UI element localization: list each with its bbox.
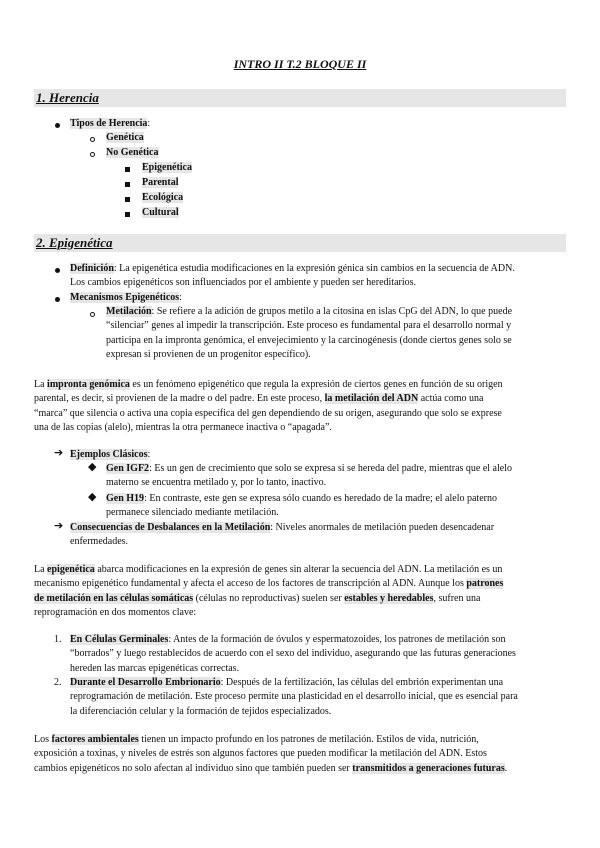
metilacion-label: Metilación — [106, 306, 152, 317]
definicion-item — [70, 262, 570, 291]
list-number: 1. — [54, 634, 62, 645]
paragraph-text: , sufren una — [433, 592, 481, 604]
ejemplos-item — [70, 448, 150, 462]
mecanismos-label: Mecanismos Epigenéticos — [70, 292, 180, 303]
paragraph-text: es un fenómeno epigenético que regula la expresión de ciertos genes en función de su origen — [129, 379, 503, 390]
paragraph-text: actúa como una — [418, 393, 484, 405]
paragraph-text: Los — [34, 734, 52, 745]
paragraph-text: exposición a toxinas, y niveles de estrés son algunos factores que pueden modificar la metilación del ADN. Estos — [34, 748, 487, 760]
list-number: 2. — [54, 677, 62, 688]
paragraph-text: . — [504, 762, 508, 774]
mecanismos-item — [70, 291, 182, 305]
colon-text: : — [179, 292, 182, 303]
no-genetica-label: No Genética — [106, 147, 159, 158]
embrionario-text: reprogramación de metilación. Este proceso permite una plasticidad en el desarrollo inicial, que es esencial para — [70, 691, 518, 703]
tipos-herencia-label: Tipos de Herencia — [70, 118, 148, 129]
metilacion-text: “silenciar” genes al impedir la transcripción. Este proceso es fundamental para el desarrollo normal y — [106, 320, 512, 332]
colon-text: : — [147, 449, 151, 460]
definicion-text: Los cambios epigenéticos son influenciados por el ambiente y pueden ser hereditarios. — [70, 277, 417, 289]
transmitidos-term: transmitidos a generaciones futuras — [352, 762, 505, 774]
igf2-label: Gen IGF2 — [106, 463, 150, 474]
germinales-text: “borrados” y luego restablecidos de acuerdo con el sexo del individuo, asegurando que las futuras generaciones — [70, 648, 516, 660]
subtype-label: Parental — [142, 177, 179, 188]
definicion-text: : La epigenética estudia modificaciones en la expresión génica sin cambios en la secuencia de ADN. — [113, 263, 515, 274]
embrionario-label: Durante el Desarrollo Embrionario — [70, 677, 221, 688]
igf2-text: materno se encuentra metilado y, por lo tanto, inactivo. — [106, 477, 327, 489]
h19-text: : En contraste, este gen se expresa sólo cuando es heredado de la madre; el alelo paterno — [144, 493, 497, 504]
metilacion-item — [106, 305, 568, 362]
epigenetica-term: epigenética — [47, 564, 95, 575]
embrionario-item — [70, 676, 568, 719]
square-bullet-icon — [125, 212, 130, 217]
definicion-label: Definición — [70, 263, 114, 274]
ejemplos-label: Ejemplos Clásicos — [70, 449, 148, 460]
metilacion-text: expresan si provienen de un progenitor específico). — [106, 348, 311, 360]
paragraph-text: parental, es decir, si provienen de la madre o del padre. En este proceso, — [34, 393, 325, 405]
genetica-label: Genética — [106, 132, 144, 143]
germinales-text: hereden las marcas epigenéticas correctas. — [70, 662, 240, 674]
diamond-bullet-icon: ◆ — [88, 460, 97, 473]
consecuencias-item — [70, 521, 568, 550]
factores-term: factores ambientales — [51, 734, 139, 745]
consecuencias-text: : Niveles anormales de metilación pueden desencadenar — [270, 522, 495, 533]
igf2-text: : Es un gen de crecimiento que solo se expresa si se hereda del padre, mientras que el alelo — [149, 463, 512, 474]
paragraph-text: cambios epigenéticos no solo afectan al individuo sino que también pueden ser — [34, 762, 353, 774]
consecuencias-label: Consecuencias de Desbalances en la Metilación — [70, 522, 271, 533]
h19-label: Gen H19 — [106, 493, 145, 504]
factores-paragraph — [34, 733, 568, 776]
tipos-herencia-item — [70, 117, 150, 131]
embrionario-text: la diferenciación celular y la formación de tejidos especializados. — [70, 705, 332, 717]
paragraph-text: (células no reproductivas) suelen ser — [193, 592, 345, 604]
square-bullet-icon — [125, 167, 130, 172]
paragraph-text: reprogramación en dos momentos clave: — [34, 606, 197, 618]
h19-text: permanece silenciado mediante metilación. — [106, 507, 279, 519]
subtype-label: Cultural — [142, 207, 179, 218]
subtype-item — [142, 206, 179, 220]
diamond-bullet-icon: ◆ — [88, 490, 97, 503]
subtype-item — [142, 161, 192, 175]
colon-text: : — [147, 118, 151, 129]
epigenetica-paragraph — [34, 563, 568, 620]
paragraph-text: La — [34, 564, 48, 575]
estables-term: estables y heredables — [344, 592, 434, 604]
square-bullet-icon — [125, 197, 130, 202]
germinales-item — [70, 633, 568, 676]
germinales-label: En Células Germinales — [70, 634, 169, 645]
patrones-term: patrones — [466, 578, 504, 590]
paragraph-text: “marca” que silencia o activa una copia específica del gen dependiendo de su origen, asegurando que solo se exprese — [34, 407, 502, 419]
h19-item — [106, 492, 568, 521]
subtype-item — [142, 191, 183, 205]
subtype-label: Ecológica — [142, 192, 184, 203]
metilacion-text: participa en la impronta genómica, el envejecimiento y la carcinogénesis (donde ciertos genes solo se — [106, 334, 512, 346]
paragraph-text: La — [34, 379, 48, 390]
paragraph-text: abarca modificaciones en la expresión de genes sin alterar la secuencia del ADN. La metilación es un — [94, 564, 503, 575]
paragraph-text: tienen un impacto profundo en los patrones de metilación. Estilos de vida, nutrición, — [138, 734, 479, 745]
subtype-item — [142, 176, 178, 190]
igf2-item — [106, 462, 568, 491]
square-bullet-icon — [125, 182, 130, 187]
circle-bullet-icon — [90, 312, 95, 317]
subtype-label: Epigenética — [142, 162, 192, 173]
circle-bullet-icon — [90, 152, 95, 157]
circle-bullet-icon — [90, 137, 95, 142]
impronta-paragraph — [34, 378, 568, 435]
patrones-term: de metilación en las células somáticas — [34, 592, 194, 604]
bullet-icon — [55, 268, 60, 273]
metilacion-text: : Se refiere a la adición de grupos metilo a la citosina en islas CpG del ADN, lo que puede — [151, 306, 513, 317]
genetica-item — [106, 131, 144, 145]
no-genetica-item — [106, 146, 159, 160]
section-heading-herencia: 1. Herencia — [34, 89, 566, 107]
impronta-term: impronta genómica — [47, 379, 130, 390]
bullet-icon — [55, 123, 60, 128]
embrionario-text: : Después de la fertilización, las células del embrión experimentan una — [220, 677, 504, 688]
germinales-text: : Antes de la formación de óvulos y espermatozoides, los patrones de metilación son — [168, 634, 506, 645]
consecuencias-text: enfermedades. — [70, 536, 129, 548]
paragraph-text: una de las copias (alelo), mientras la otra permanece inactiva o “apagada”. — [34, 421, 332, 433]
document-title: INTRO II T.2 BLOQUE II — [233, 57, 367, 71]
arrow-right-icon: ➔ — [54, 519, 64, 532]
metilacion-term: la metilación del ADN — [324, 393, 419, 405]
paragraph-text: mecanismo epigenético fundamental y afecta el acceso de los factores de transcripción al ADN. Aunque los — [34, 578, 467, 590]
bullet-icon — [55, 297, 60, 302]
section-heading-epigenetica: 2. Epigenética — [34, 234, 566, 252]
arrow-right-icon: ➔ — [54, 446, 64, 459]
